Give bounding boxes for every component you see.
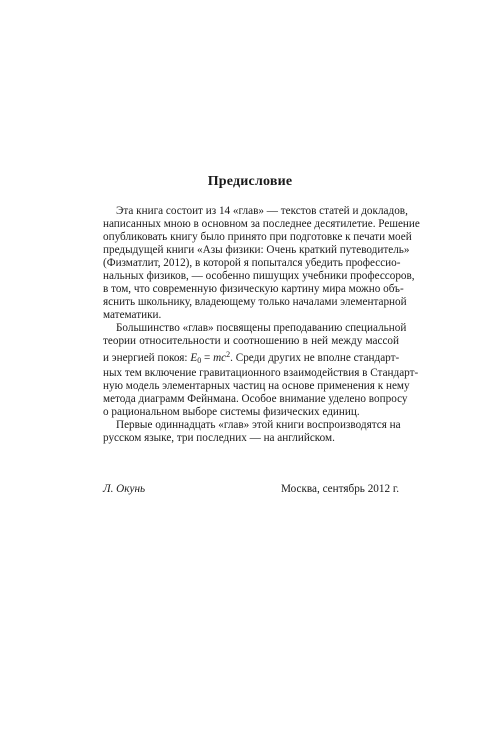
paragraph-1-line: яснить школьнику, владеющему только началами элементарной	[103, 296, 407, 308]
paragraph-2-line: Большинство «глав» посвящены преподаванию специальной	[116, 322, 407, 334]
signature-block	[103, 483, 399, 495]
formula-mc: mc	[213, 352, 227, 364]
paragraph-1-line: математики.	[103, 309, 162, 321]
paragraph-2-line: теории относительности и соотношению в ней между массой	[103, 335, 399, 347]
paragraph-2-line: метода диаграмм Фейнмана. Особое внимание уделено вопросу	[103, 393, 408, 405]
formula-equals: =	[201, 352, 214, 364]
paragraph-2-formula-line	[103, 348, 399, 367]
page-title: Предисловие	[207, 174, 293, 189]
paragraph-2-line: о рациональном выборе системы физических единиц.	[103, 406, 360, 418]
paragraph-1-line: в том, что современную физическую картину мира можно объ-	[103, 283, 404, 295]
place-date: Москва, сентябрь 2012 г.	[280, 483, 399, 495]
paragraph-2-line: ную модель элементарных частиц на основе применения к нему	[103, 380, 410, 392]
paragraph-1-line: предыдущей книги «Азы физики: Очень краткий путеводитель»	[103, 244, 410, 256]
formula-suffix: . Среди других не вполне стандарт-	[230, 352, 400, 364]
formula-superscript: 2	[226, 350, 231, 359]
paragraph-2-line: ных тем включение гравитационного взаимодействия в Стандарт-	[103, 367, 419, 379]
preface-body	[103, 205, 420, 445]
formula-energy: E	[190, 352, 198, 364]
paragraph-1-line: написанных мною в основном за последнее десятилетие. Решение	[103, 218, 420, 230]
paragraph-1-line: опубликовать книгу было принято при подготовке к печати моей	[103, 231, 412, 243]
paragraph-1-line: Эта книга состоит из 14 «глав» — текстов статей и докладов,	[116, 205, 408, 217]
formula-subscript: 0	[197, 356, 202, 365]
paragraph-1-line: (Физматлит, 2012), в которой я попытался убедить профессио-	[103, 257, 401, 269]
formula-prefix: и энергией покоя:	[103, 352, 191, 364]
author-name: Л. Окунь	[103, 483, 146, 495]
paragraph-1-line: нальных физиков, — особенно пишущих учебники профессоров,	[103, 270, 415, 282]
paragraph-3-line: русском языке, три последних — на английском.	[103, 432, 335, 444]
paragraph-3-line: Первые одиннадцать «глав» этой книги воспроизводятся на	[116, 419, 401, 431]
